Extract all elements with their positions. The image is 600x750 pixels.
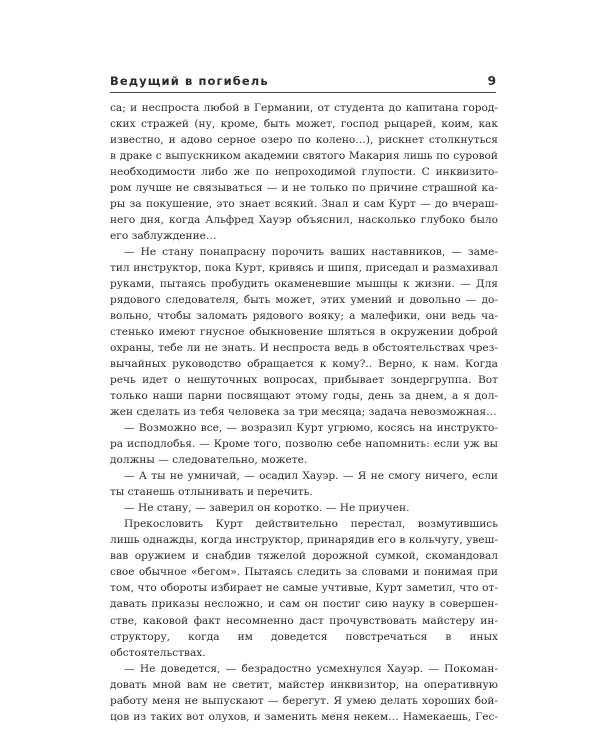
text-line: том, что обороты избирает не самые учтивые, Курт заметил, что от- [110, 582, 498, 595]
text-line: Прекословить Курт действительно перестал, возмутившись [124, 518, 498, 531]
text-line: вольно, чтобы заломать рядового вояку; а малефики, они ведь ча- [110, 310, 498, 323]
text-line: структору, когда им доведется повстречаться в иных [110, 630, 498, 643]
text-line: давать приказы несложно, и сам он постиг сию науку в совершен- [110, 598, 498, 611]
text-line: жен сделать из тебя человека за три месяца; задача невозможная… [110, 406, 497, 419]
text-line: его заблуждение… [110, 230, 217, 243]
text-line: стенько имеют гнусное обыкновение шляться в окружении доброй [110, 326, 498, 339]
text-line: ты станешь отлынивать и перечить. [110, 486, 313, 499]
text-line: обстоятельствах. [110, 646, 206, 659]
text-line: — Не стану понапрасну порочить ваших наставников, — заме- [124, 246, 498, 259]
text-line: необходимости либо же по непроходимой глупости. С инквизито- [110, 166, 498, 179]
text-line: известно, и адово серное озеро по колено…), рискнет столкнуться [110, 134, 498, 147]
text-line: — А ты не умничай, — осадил Хауэр. — Я не смогу ничего, если [124, 470, 498, 483]
text-line: тил инструктор, пока Курт, кривясь и шипя, приседал и размахивал [110, 262, 498, 275]
text-line: охраны, тебе ли не знать. И неспроста ведь в обстоятельствах чрез- [110, 342, 498, 355]
body-text [110, 100, 498, 725]
text-line: ром лучше не связываться — и не только по причине страшной ка- [110, 182, 498, 195]
text-line: са; и неспроста любой в Германии, от студента до капитана город- [110, 102, 498, 114]
text-line: только наши парни посвящают этому годы, день за днем, а я дол- [110, 390, 498, 403]
text-line: — Возможно все, — возразил Курт угрюмо, косясь на инструкто- [124, 422, 498, 435]
text-line: стве, каковой факт несомненно даст прочувствовать майстеру ин- [110, 614, 498, 627]
text-line: свое обычное «бегом». Пытаясь следить за словами и понимая при [110, 566, 498, 579]
header-rule [110, 92, 496, 93]
text-line: руками, пытаясь пробудить окаменевшие мышцы к жизни. — Для [110, 278, 498, 291]
running-title: Ведущий в погибель [110, 74, 269, 88]
text-line: цов из таких вот олухов, и заменить меня некем… Намекаешь, Гес- [110, 710, 498, 723]
text-line: работу меня не выпускают — берегут. Я умею делать хороших бой- [110, 694, 498, 707]
text-line: ры за покушение, это знает всякий. Знал и сам Курт — до вчераш- [110, 198, 498, 211]
page-header [110, 74, 496, 94]
text-line: вав оружием и снабдив тяжелой дорожной сумкой, скомандовал [110, 550, 498, 563]
text-line: него дня, когда Альфред Хауэр объяснил, насколько глубоко было [110, 214, 498, 227]
text-line: вычайных руководство обращается к кому?.. Верно, к нам. Когда [110, 358, 498, 371]
text-line: ских стражей (ну, кроме, быть может, господ рыцарей, коим, как [110, 118, 498, 131]
page-number: 9 [487, 74, 496, 88]
text-line: лишь однажды, когда инструктор, принарядив его в кольчугу, увеш- [110, 534, 498, 547]
text-line: речь идет о нешуточных вопросах, прибывает зондергруппа. Вот [110, 374, 498, 387]
text-line: ра исподлобья. — Кроме того, позволю себе напомнить: если уж вы [110, 438, 498, 451]
text-line: в драке с выпускником академии святого Макария лишь по суровой [110, 150, 498, 163]
text-line: — Не стану, — заверил он коротко. — Не приучен. [124, 502, 410, 515]
text-line: довать мной вам не светит, майстер инквизитор, на оперативную [110, 678, 498, 691]
text-line: должны — следовательно, можете. [110, 454, 308, 467]
text-line: — Не доведется, — безрадостно усмехнулся Хауэр. — Покоман- [124, 662, 498, 675]
text-line: рядового следователя, быть может, этих умений и довольно — до- [110, 294, 498, 307]
